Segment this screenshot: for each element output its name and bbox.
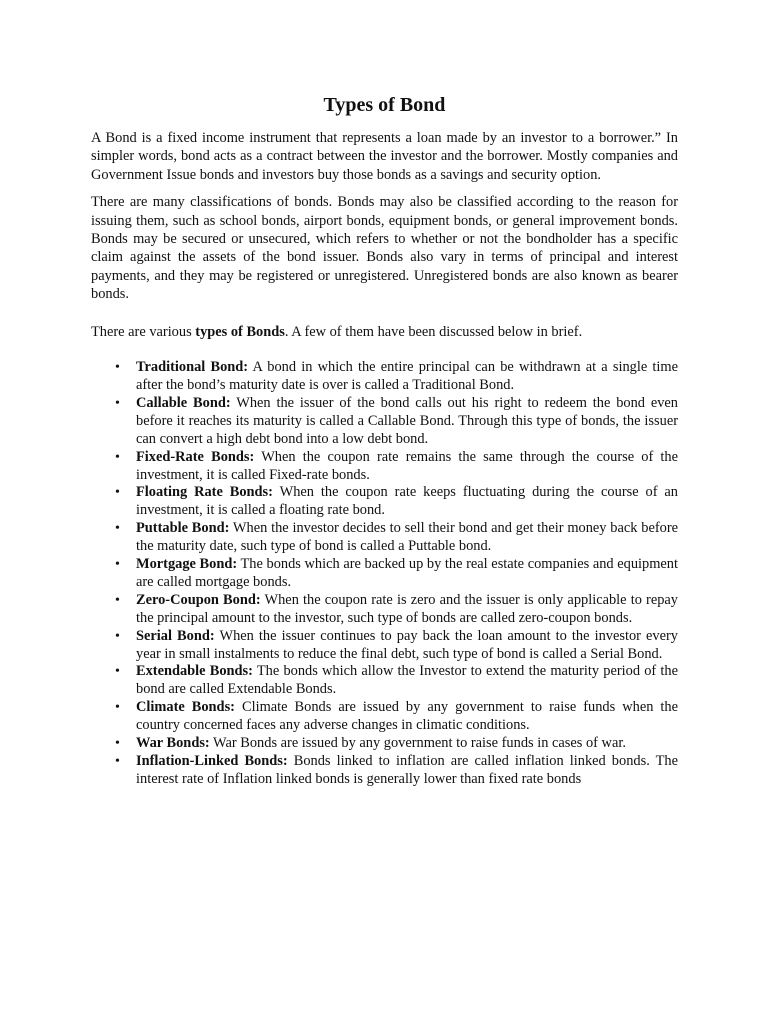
paragraph-definition: A Bond is a fixed income instrument that represents a loan made by an investor to a borrower.” In simpler words, bond acts as a contract between the investor and the borrower. Mostly companies and Government Issue bonds and investors buy those bonds as a savings and security option. [91,130,678,183]
document-title: Types of Bond [323,94,446,116]
bond-term: Zero-Coupon Bond: [136,591,261,608]
bond-term: Floating Rate Bonds: [136,484,273,501]
bond-description: When the coupon rate is zero and the issuer is only applicable to repay the principal amount to the investor, such type of bonds are called zero-coupon bonds. [136,591,679,626]
bond-description: Climate Bonds are issued by any government to raise funds when the country concerned faces any adverse changes in climatic conditions. [136,699,678,734]
list-intro [91,323,678,341]
bullet-icon: • [115,664,120,680]
paragraph-classifications: There are many classifications of bonds. Bonds may also be classified according to the reason for issuing them, such as school bonds, airport bonds, equipment bonds, or general improvement bonds. Bonds may be secured or unsecured, which refers to whether or not the bondholder has a specific claim against the assets of the bond issuer. Bonds also vary in terms of principal and interest payments, and they may be registered or unregistered. Unregistered bonds are also known as bearer bonds. [91,194,678,303]
bullet-icon: • [115,485,120,501]
list-item [91,484,678,520]
bullet-icon: • [115,521,120,537]
bond-description: Bonds linked to inflation are called inflation linked bonds. The interest rate of Inflation linked bonds is generally lower than fixed rate bonds [136,753,678,787]
bullet-icon: • [115,360,120,376]
bullet-icon: • [115,592,120,608]
list-item [91,663,678,699]
bond-term: Climate Bonds: [136,699,235,716]
bond-term: War Bonds: [136,735,210,752]
bond-description: War Bonds are issued by any government to raise funds in cases of war. [209,735,626,752]
list-item [91,753,678,789]
bond-description: When the investor decides to sell their bond and get their money back before the maturity date, such type of bond is called a Puttable bond. [136,520,679,555]
bond-term: Puttable Bond: [136,520,230,537]
bond-term: Extendable Bonds: [136,663,253,680]
list-item [91,556,678,592]
bullet-icon: • [115,449,120,465]
bond-description: When the issuer of the bond calls out his right to redeem the bond even before it reaches its maturity is called a Callable Bond. Through this type of bonds, the issuer can convert a high debt bond into a low debt bond. [136,394,679,447]
bullet-icon: • [115,700,120,716]
list-intro-bold: types of Bonds [195,323,285,340]
list-item [91,628,678,664]
bond-term: Mortgage Bond: [136,556,238,573]
list-item [91,395,678,449]
list-item [91,592,678,628]
list-intro-before: There are various [91,323,196,340]
bond-description: The bonds which are backed up by the real estate companies and equipment are called mortgage bonds. [136,556,678,590]
bond-term: Traditional Bond: [136,359,249,376]
bond-description: When the coupon rate remains the same through the course of the investment, it is called Fixed-rate bonds. [136,448,678,483]
bond-description: When the issuer continues to pay back the loan amount to the investor every year in small instalments to reduce the final debt, such type of bond is called a Serial Bond. [136,627,678,662]
bullet-icon: • [115,754,120,769]
list-intro-after: . A few of them have been discussed below in brief. [284,323,583,340]
bond-description: When the coupon rate keeps fluctuating during the course of an investment, it is called a floating rate bond. [136,484,679,519]
list-item [91,520,678,556]
bond-description: A bond in which the entire principal can be withdrawn at a single time after the bond’s maturity date is over is called a Traditional Bond. [136,359,679,393]
bullet-icon: • [115,557,120,573]
bond-term: Callable Bond: [136,394,231,411]
bond-description: The bonds which allow the Investor to extend the maturity period of the bond are called Extendable Bonds. [136,663,678,698]
list-item [91,735,678,753]
bond-types-list [91,359,678,789]
bullet-icon: • [115,628,120,644]
bullet-icon: • [115,736,120,752]
bond-term: Fixed-Rate Bonds: [136,448,255,465]
bond-term: Inflation-Linked Bonds: [136,753,288,769]
list-item [91,359,678,395]
bond-term: Serial Bond: [136,627,215,644]
list-item [91,449,678,485]
bullet-icon: • [115,395,120,411]
list-item [91,699,678,735]
